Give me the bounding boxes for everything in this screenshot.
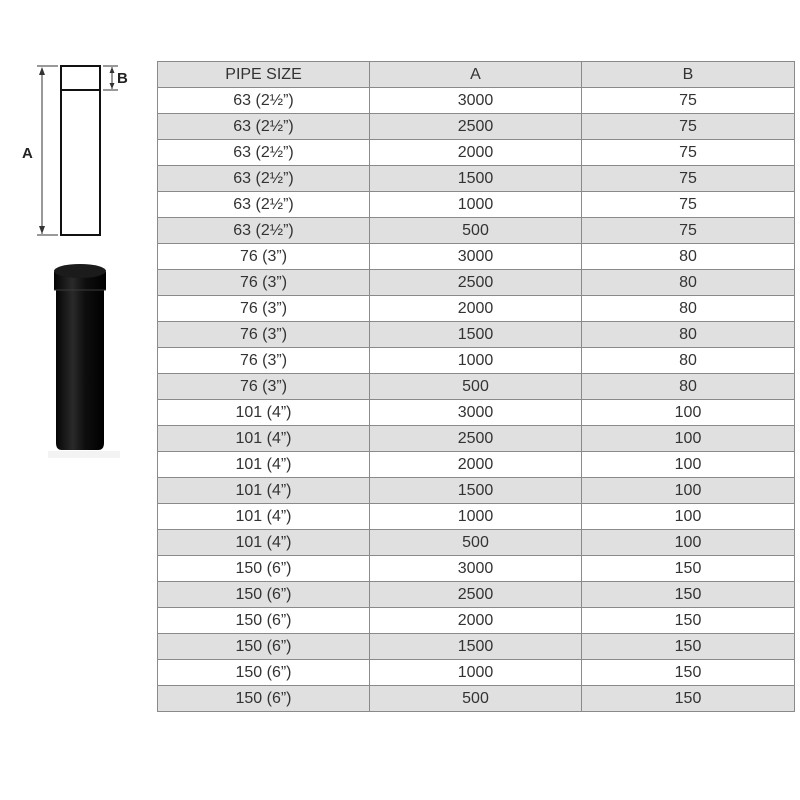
cell-pipe-size: 150 (6”) [158, 556, 370, 582]
cell-a: 500 [370, 686, 582, 712]
cell-a: 3000 [370, 400, 582, 426]
column-header-a: A [370, 62, 582, 88]
cell-pipe-size: 63 (2½”) [158, 192, 370, 218]
dimension-a-arrow-bottom [39, 226, 45, 234]
cell-a: 3000 [370, 244, 582, 270]
cell-pipe-size: 101 (4”) [158, 452, 370, 478]
cell-a: 1000 [370, 660, 582, 686]
cell-b: 75 [582, 114, 795, 140]
column-header-b: B [582, 62, 795, 88]
cell-b: 100 [582, 426, 795, 452]
cell-a: 1500 [370, 322, 582, 348]
cell-b: 80 [582, 374, 795, 400]
cell-b: 150 [582, 634, 795, 660]
cell-a: 1500 [370, 478, 582, 504]
cell-a: 3000 [370, 556, 582, 582]
table-row [158, 192, 795, 218]
cell-b: 150 [582, 582, 795, 608]
cell-pipe-size: 76 (3”) [158, 270, 370, 296]
table-row [158, 660, 795, 686]
cell-pipe-size: 101 (4”) [158, 426, 370, 452]
cell-b: 80 [582, 270, 795, 296]
table-row [158, 426, 795, 452]
dimension-b-arrow-top [110, 67, 115, 73]
cell-a: 2000 [370, 608, 582, 634]
dimension-b-arrow-bottom [110, 83, 115, 89]
cell-b: 100 [582, 478, 795, 504]
cell-pipe-size: 150 (6”) [158, 686, 370, 712]
pipe-dimension-diagram [0, 0, 160, 250]
cell-pipe-size: 63 (2½”) [158, 218, 370, 244]
table-row [158, 582, 795, 608]
cell-b: 100 [582, 530, 795, 556]
cell-b: 80 [582, 244, 795, 270]
cell-a: 2500 [370, 582, 582, 608]
table-row [158, 374, 795, 400]
table-row [158, 530, 795, 556]
cell-b: 150 [582, 608, 795, 634]
cell-a: 1000 [370, 192, 582, 218]
cell-a: 2000 [370, 140, 582, 166]
cell-pipe-size: 101 (4”) [158, 504, 370, 530]
cell-b: 80 [582, 296, 795, 322]
dimension-a-label: A [22, 145, 33, 162]
table-row [158, 608, 795, 634]
cell-pipe-size: 101 (4”) [158, 478, 370, 504]
cell-pipe-size: 76 (3”) [158, 374, 370, 400]
cell-pipe-size: 150 (6”) [158, 660, 370, 686]
dimension-a-arrow-top [39, 67, 45, 75]
cell-a: 2000 [370, 452, 582, 478]
cell-a: 1500 [370, 634, 582, 660]
cell-a: 2500 [370, 270, 582, 296]
cell-a: 2000 [370, 296, 582, 322]
table-row [158, 244, 795, 270]
table-row [158, 634, 795, 660]
cell-pipe-size: 150 (6”) [158, 608, 370, 634]
cell-pipe-size: 63 (2½”) [158, 88, 370, 114]
cell-pipe-size: 150 (6”) [158, 582, 370, 608]
cell-a: 500 [370, 218, 582, 244]
table-row [158, 348, 795, 374]
cell-a: 1000 [370, 348, 582, 374]
table-row [158, 452, 795, 478]
pipe-size-table [157, 61, 795, 712]
cell-pipe-size: 76 (3”) [158, 244, 370, 270]
table-row [158, 322, 795, 348]
cell-b: 75 [582, 140, 795, 166]
table-row [158, 556, 795, 582]
cell-b: 75 [582, 88, 795, 114]
cell-b: 100 [582, 400, 795, 426]
cell-a: 500 [370, 530, 582, 556]
cell-a: 1500 [370, 166, 582, 192]
cell-b: 75 [582, 166, 795, 192]
table-row [158, 296, 795, 322]
cell-pipe-size: 76 (3”) [158, 322, 370, 348]
cell-b: 150 [582, 660, 795, 686]
table-row [158, 504, 795, 530]
cell-a: 500 [370, 374, 582, 400]
table-row [158, 270, 795, 296]
cell-b: 150 [582, 686, 795, 712]
cell-b: 150 [582, 556, 795, 582]
cell-b: 80 [582, 348, 795, 374]
cell-pipe-size: 63 (2½”) [158, 166, 370, 192]
cell-pipe-size: 150 (6”) [158, 634, 370, 660]
table-row [158, 88, 795, 114]
cell-pipe-size: 101 (4”) [158, 400, 370, 426]
cell-pipe-size: 63 (2½”) [158, 140, 370, 166]
cell-b: 75 [582, 192, 795, 218]
cell-pipe-size: 76 (3”) [158, 348, 370, 374]
cell-a: 1000 [370, 504, 582, 530]
table-body [158, 88, 795, 712]
cell-pipe-size: 76 (3”) [158, 296, 370, 322]
pipe-body-outline [61, 66, 100, 235]
cell-b: 75 [582, 218, 795, 244]
column-header-pipe-size: PIPE SIZE [158, 62, 370, 88]
dimension-b-label: B [117, 70, 128, 87]
cell-a: 2500 [370, 426, 582, 452]
table-row [158, 686, 795, 712]
cell-a: 2500 [370, 114, 582, 140]
cell-a: 3000 [370, 88, 582, 114]
cell-pipe-size: 63 (2½”) [158, 114, 370, 140]
table-row [158, 218, 795, 244]
table-row [158, 478, 795, 504]
table-row [158, 114, 795, 140]
table-header-row [158, 62, 795, 88]
table-row [158, 140, 795, 166]
cell-b: 100 [582, 504, 795, 530]
table-row [158, 400, 795, 426]
table-row [158, 166, 795, 192]
cell-b: 100 [582, 452, 795, 478]
black-pipe-image [48, 258, 120, 458]
cell-b: 80 [582, 322, 795, 348]
cell-pipe-size: 101 (4”) [158, 530, 370, 556]
